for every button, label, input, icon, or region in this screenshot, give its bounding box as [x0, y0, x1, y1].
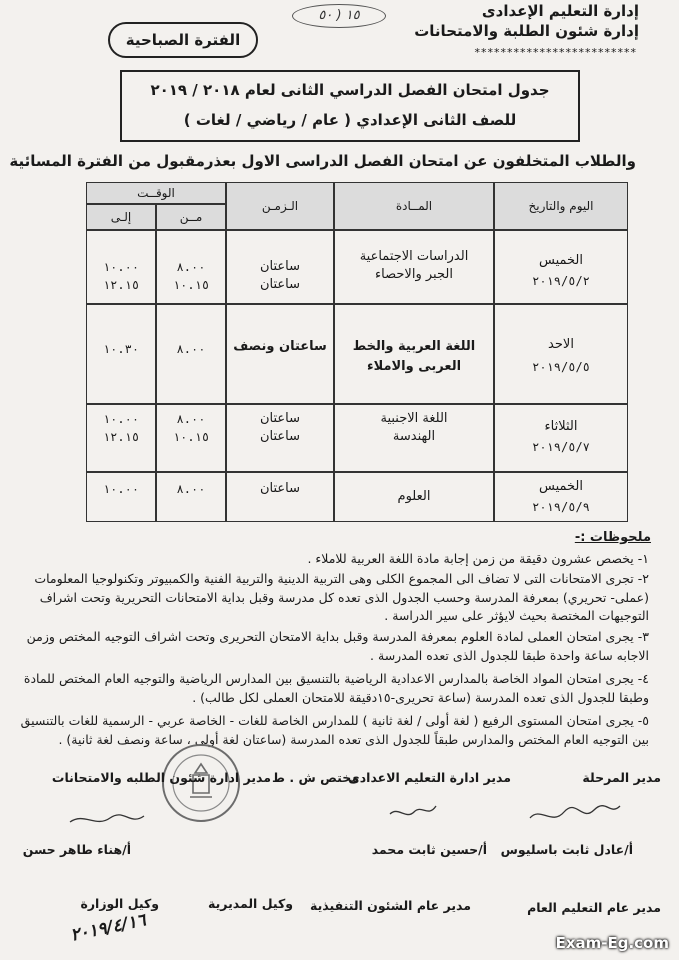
sig-title-directorate-deputy: وكيل المديرية	[208, 896, 293, 911]
title-box	[120, 70, 580, 142]
note-3: ٣- يجرى امتحان العملى لمادة العلوم بمعرفة المدرسة وقبل بداية الامتحان التحريرى وتحت اشراف التوجيه المختص وزمن الاجابه ساعة واحدة طبقا للجدول الذى تعده المدرسة .	[26, 629, 649, 663]
row-3-to-2: ١٢.١٥	[102, 430, 140, 444]
sig-title-students-affairs-director: مدير ادارة شئون الطلبه والامتحانات	[51, 770, 271, 785]
row-1-duration-2: ساعتان	[259, 277, 301, 292]
row-1-to-2: ١٢.١٥	[102, 278, 140, 292]
handwritten-signatures-icon	[60, 796, 660, 840]
row-1-duration-1: ساعتان	[259, 259, 301, 274]
row-3-subject-2: الهندسة	[392, 429, 436, 444]
handwritten-date: ٢٠١٩/٤/١٦	[68, 910, 148, 946]
row-4-from-1: ٨.٠٠	[176, 482, 206, 496]
row-1-day: الخميس	[539, 253, 583, 268]
row-1-from-2: ١٠.١٥	[172, 278, 210, 292]
row-3-date: ٢٠١٩/٥/٧	[532, 440, 590, 454]
sig-name-hussein: أ/حسين ثابت محمد	[371, 842, 487, 857]
row-2-day-cell	[494, 304, 628, 404]
row-2-day: الاحد	[548, 337, 574, 352]
handwritten-number: ١٥ ( ٥٠	[292, 4, 386, 28]
exam-schedule-table	[86, 182, 628, 522]
row-2-from-1: ٨.٠٠	[176, 342, 206, 356]
sig-title-executive-affairs-director: مدير عام الشئون التنفيذية	[310, 898, 471, 913]
session-badge: الفترة الصباحية	[108, 22, 258, 58]
row-1-subject-2: الجبر والاحصاء	[375, 267, 453, 282]
row-4-date: ٢٠١٩/٥/٩	[532, 500, 590, 514]
header-stars-divider: *************************	[474, 46, 637, 59]
sig-title-ministry-deputy: وكيل الوزارة	[80, 896, 159, 911]
note-2: ٢- تجرى الامتحانات التى لا تضاف الى المجموع الكلى وهى التربية الدينية والتربية الفنية والكمبيوتر وتكنولوجيا المعلومات (عملى- تحريري) بمعرفة المدرسة وحسب الجدول الذى تعده كل مدرسة وقبل بداية الامتحانات التحريرية وتحت اشراف التوجيهات المختصة بحيث لايؤثر على سير الدراسة .	[34, 571, 649, 623]
row-4-subject-1: العلوم	[397, 489, 431, 504]
header-subject: المــادة	[334, 182, 494, 230]
note-4: ٤- يجرى امتحان المواد الخاصة بالمدارس الاعدادية الرياضية بالتنسيق بين المدارس الرياضية والتوجيه العام المختص للمادة وطبقا للجدول الذى تعده المدرسة (ساعة تحريرى-١٥دقيقة للامتحان العملى لكل طالب) .	[23, 671, 649, 705]
header-time-from: مــن	[156, 204, 226, 230]
row-2-subject-2: العربى والاملاء	[366, 359, 462, 374]
note-1: ١- يخصص عشرون دقيقة من زمن إجابة مادة اللغة العربية للاملاء .	[307, 551, 649, 566]
header-line-2: إدارة شئون الطلبة والامتحانات	[414, 22, 639, 40]
row-1-to-1: ١٠.٠٠	[102, 260, 140, 274]
header-line-1: إدارة التعليم الإعدادى	[481, 2, 639, 20]
row-3-duration-2: ساعتان	[259, 429, 301, 444]
row-1-from-1: ٨.٠٠	[176, 260, 206, 274]
note-5: ٥- يجرى امتحان المستوى الرفيع ( لغة أولى / لغة ثانية ) للمدارس الخاصة للغات - الخاصة عربي - الرسمية للغات بالتنسيق بين التوجيه العام المختص والمدارس طبقاً للجدول الذى تعده المدرسة (ساعتان لغة أولى ، ساعة ونصف لغة ثانية) .	[20, 713, 649, 747]
header-time-to: إلـى	[86, 204, 156, 230]
subtitle: والطلاب المتخلفون عن امتحان الفصل الدراسى الاول بعذرمقبول من الفترة المسائية	[9, 152, 636, 170]
row-2-duration-1: ساعتان ونصف	[233, 339, 327, 354]
row-1-subject-1: الدراسات الاجتماعية	[359, 249, 469, 264]
row-3-subject-1: اللغة الاجنبية	[380, 411, 448, 426]
header-time: الوقــت	[86, 182, 226, 204]
row-3-day: الثلاثاء	[544, 419, 578, 434]
sig-name-adel: أ/عادل ثابت باسليوس	[500, 842, 633, 857]
header-duration: الـزمـن	[226, 182, 334, 230]
row-1-date: ٢٠١٩/٥/٢	[532, 274, 590, 288]
row-2-subject-1: اللغة العربية والخط	[352, 339, 476, 354]
sig-title-specialist: مختص ش . ط	[272, 770, 359, 785]
title-line-1: جدول امتحان الفصل الدراسي الثانى لعام ٢٠١٨ / ٢٠١٩	[150, 81, 550, 99]
row-3-to-1: ١٠.٠٠	[102, 412, 140, 426]
row-2-date: ٢٠١٩/٥/٥	[532, 360, 590, 374]
row-4-to-1: ١٠.٠٠	[102, 482, 140, 496]
sig-name-hanaa: أ/هناء طاهر حسن	[22, 842, 131, 857]
row-3-duration-1: ساعتان	[259, 411, 301, 426]
title-line-2: للصف الثانى الإعدادي ( عام / رياضي / لغات )	[183, 111, 517, 129]
row-3-from-2: ١٠.١٥	[172, 430, 210, 444]
row-2-to-1: ١٠.٣٠	[102, 342, 140, 356]
notes-title: ملحوظات :-	[574, 530, 651, 545]
sig-title-prep-edu-director: مدير ادارة التعليم الاعدادى	[348, 770, 511, 785]
row-4-duration-1: ساعتان	[259, 481, 301, 496]
sig-title-stage-director: مدير المرحلة	[582, 770, 661, 785]
row-4-day: الخميس	[539, 479, 583, 494]
header-day-date: اليوم والتاريخ	[494, 182, 628, 230]
row-3-from-1: ٨.٠٠	[176, 412, 206, 426]
sig-title-general-edu-director: مدير عام التعليم العام	[527, 900, 661, 915]
site-watermark: Exam-Eg.com	[555, 934, 669, 952]
